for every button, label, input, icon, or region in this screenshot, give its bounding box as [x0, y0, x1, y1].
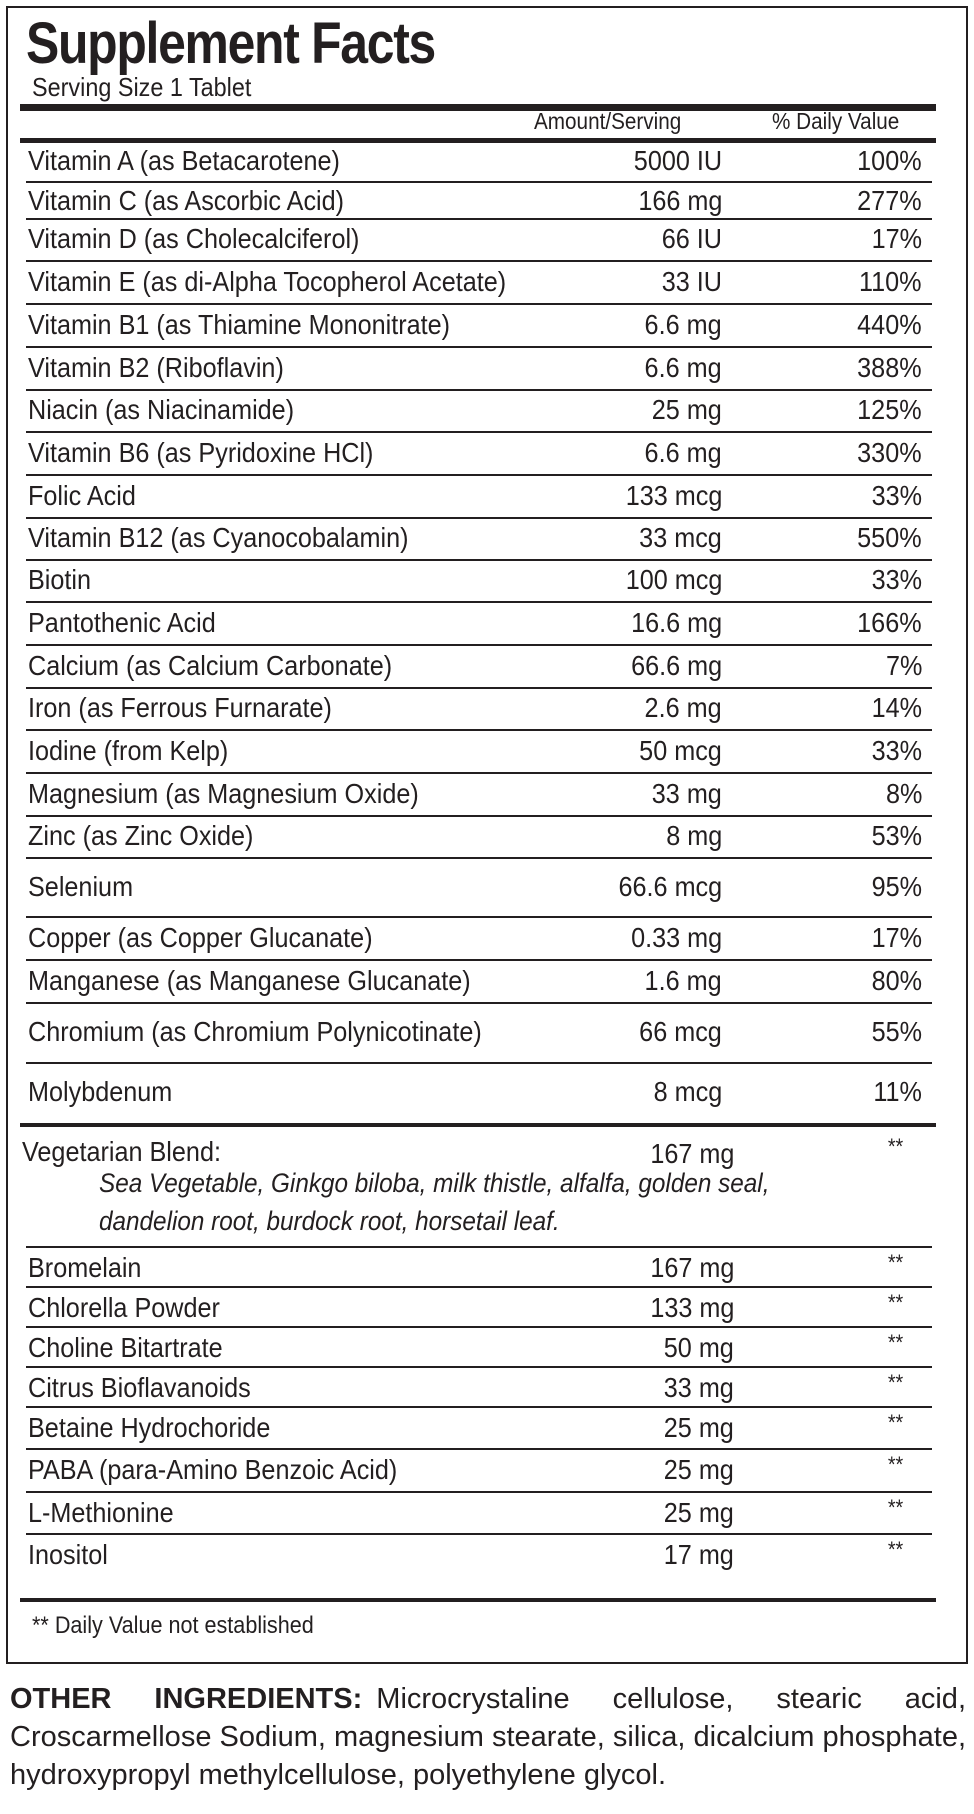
amount-header: Amount/Serving	[534, 108, 682, 134]
nutrient-daily-value: 55%	[871, 1016, 922, 1047]
nutrient-amount: 16.6 mg	[630, 607, 722, 638]
nutrient-row	[26, 961, 932, 1004]
other-name: PABA (para-Amino Benzoic Acid)	[28, 1454, 398, 1485]
other-name: Betaine Hydrochoride	[28, 1412, 271, 1443]
nutrient-name: Vitamin C (as Ascorbic Acid)	[28, 185, 345, 216]
other-name: Choline Bitartrate	[28, 1332, 223, 1363]
other-row	[26, 1368, 932, 1408]
other-ingredients-text: Microcrystaline cellulose, stearic acid, Croscarmellose Sodium, magnesium stearate, silica, dicalcium phosphate, hydroxypropyl methylcellulose, polyethylene glycol.	[10, 1683, 966, 1791]
footnote: ** Daily Value not established	[32, 1612, 314, 1639]
nutrient-amount: 8 mg	[665, 820, 722, 851]
blend-dv: **	[887, 1134, 904, 1159]
other-amount: 133 mg	[649, 1292, 734, 1323]
blend-amount: 167 mg	[649, 1138, 734, 1169]
nutrient-name: Vitamin E (as di-Alpha Tocopherol Acetate)	[28, 266, 507, 297]
other-amount: 25 mg	[663, 1497, 734, 1528]
other-row	[26, 1535, 932, 1597]
other-amount: 50 mg	[663, 1332, 734, 1363]
other-name: Citrus Bioflavanoids	[28, 1372, 251, 1403]
other-row	[26, 1248, 932, 1288]
nutrient-name: Magnesium (as Magnesium Oxide)	[28, 778, 419, 809]
other-amount: 25 mg	[663, 1454, 734, 1485]
nutrient-row	[26, 262, 932, 305]
nutrient-name: Selenium	[28, 871, 134, 902]
nutrient-daily-value: 166%	[857, 607, 922, 638]
nutrient-name: Vitamin B1 (as Thiamine Mononitrate)	[28, 309, 451, 340]
other-name: Inositol	[28, 1539, 108, 1570]
other-daily-value: **	[887, 1330, 904, 1355]
nutrient-row	[26, 519, 932, 561]
other-amount: 33 mg	[663, 1372, 734, 1403]
other-row	[26, 1493, 932, 1535]
nutrient-amount: 66.6 mcg	[618, 871, 722, 902]
nutrient-row	[26, 859, 932, 918]
other-row	[26, 1450, 932, 1493]
other-name: Chlorella Powder	[28, 1292, 220, 1323]
nutrient-name: Folic Acid	[28, 480, 136, 511]
nutrient-daily-value: 8%	[885, 778, 922, 809]
nutrient-row	[26, 774, 932, 817]
nutrient-row	[26, 731, 932, 774]
nutrient-name: Manganese (as Manganese Glucanate)	[28, 965, 471, 996]
nutrient-end-divider	[20, 1123, 936, 1127]
nutrient-name: Vitamin B6 (as Pyridoxine HCl)	[28, 437, 374, 468]
nutrient-daily-value: 388%	[857, 352, 922, 383]
nutrient-daily-value: 14%	[871, 692, 922, 723]
nutrient-name: Vitamin D (as Cholecalciferol)	[28, 223, 360, 254]
other-amount: 167 mg	[649, 1252, 734, 1283]
nutrient-row	[26, 183, 932, 220]
nutrient-name: Pantothenic Acid	[28, 607, 216, 638]
nutrient-amount: 66 IU	[661, 223, 722, 254]
nutrient-name: Vitamin B12 (as Cyanocobalamin)	[28, 522, 409, 553]
nutrient-row	[26, 646, 932, 689]
nutrient-amount: 0.33 mg	[630, 922, 722, 953]
nutrient-amount: 1.6 mg	[644, 965, 722, 996]
nutrient-row	[26, 817, 932, 859]
nutrient-name: Chromium (as Chromium Polynicotinate)	[28, 1016, 482, 1047]
nutrient-row	[26, 143, 932, 183]
other-row	[26, 1288, 932, 1328]
other-amount: 25 mg	[663, 1412, 734, 1443]
nutrient-row	[26, 918, 932, 961]
other-daily-value: **	[887, 1250, 904, 1275]
daily-value-header: % Daily Value	[772, 108, 900, 134]
nutrient-daily-value: 440%	[857, 309, 922, 340]
nutrient-row	[26, 348, 932, 391]
nutrient-daily-value: 95%	[871, 871, 922, 902]
other-row	[26, 1408, 932, 1450]
nutrient-name: Biotin	[28, 564, 92, 595]
nutrient-amount: 2.6 mg	[644, 692, 722, 723]
nutrient-daily-value: 53%	[871, 820, 922, 851]
other-daily-value: **	[887, 1452, 904, 1477]
nutrient-daily-value: 100%	[857, 145, 922, 176]
nutrient-name: Copper (as Copper Glucanate)	[28, 922, 373, 953]
blend-name: Vegetarian Blend:	[22, 1136, 221, 1167]
nutrient-daily-value: 330%	[857, 437, 922, 468]
other-daily-value: **	[887, 1410, 904, 1435]
nutrient-daily-value: 110%	[859, 266, 922, 297]
nutrient-amount: 8 mcg	[653, 1076, 722, 1107]
other-row	[26, 1328, 932, 1368]
nutrient-name: Vitamin B2 (Riboflavin)	[28, 352, 284, 383]
nutrient-name: Molybdenum	[28, 1076, 173, 1107]
nutrient-amount: 166 mg	[637, 185, 722, 216]
other-daily-value: **	[887, 1495, 904, 1520]
nutrient-name: Calcium (as Calcium Carbonate)	[28, 650, 393, 681]
nutrient-amount: 6.6 mg	[644, 309, 722, 340]
nutrient-daily-value: 17%	[871, 223, 922, 254]
nutrient-amount: 133 mcg	[625, 480, 722, 511]
nutrient-amount: 100 mcg	[625, 564, 722, 595]
nutrient-amount: 5000 IU	[633, 145, 722, 176]
nutrient-amount: 33 mg	[651, 778, 722, 809]
bottom-divider	[20, 1598, 936, 1602]
nutrient-amount: 33 IU	[661, 266, 722, 297]
other-ingredients	[10, 1680, 966, 1794]
other-daily-value: **	[887, 1290, 904, 1315]
nutrient-daily-value: 33%	[871, 564, 922, 595]
nutrient-name: Vitamin A (as Betacarotene)	[28, 145, 340, 176]
nutrient-amount: 50 mcg	[639, 735, 722, 766]
nutrient-name: Zinc (as Zinc Oxide)	[28, 820, 254, 851]
nutrient-row	[26, 476, 932, 519]
other-ingredients-label: OTHER INGREDIENTS:	[10, 1683, 363, 1715]
other-amount: 17 mg	[663, 1539, 734, 1570]
nutrient-row	[26, 603, 932, 646]
blend-ingredients-line-2: dandelion root, burdock root, horsetail leaf.	[99, 1206, 560, 1236]
nutrient-daily-value: 17%	[871, 922, 922, 953]
serving-size: Serving Size 1 Tablet	[32, 72, 252, 102]
nutrient-row	[26, 433, 932, 476]
nutrient-amount: 66.6 mg	[630, 650, 722, 681]
nutrient-daily-value: 33%	[871, 480, 922, 511]
nutrient-daily-value: 277%	[857, 185, 922, 216]
nutrient-amount: 66 mcg	[639, 1016, 722, 1047]
nutrient-row	[26, 689, 932, 731]
nutrient-daily-value: 125%	[857, 394, 922, 425]
nutrient-row	[26, 561, 932, 603]
nutrient-amount: 25 mg	[651, 394, 722, 425]
other-daily-value: **	[887, 1537, 904, 1562]
nutrient-name: Iodine (from Kelp)	[28, 735, 229, 766]
nutrient-amount: 6.6 mg	[644, 437, 722, 468]
blend-ingredients-line-1: Sea Vegetable, Ginkgo biloba, milk thistle, alfalfa, golden seal,	[99, 1168, 770, 1198]
nutrient-row	[26, 220, 932, 262]
nutrient-row	[26, 1004, 932, 1064]
other-daily-value: **	[887, 1370, 904, 1395]
nutrient-amount: 33 mcg	[639, 522, 722, 553]
nutrient-daily-value: 550%	[857, 522, 922, 553]
nutrient-daily-value: 80%	[871, 965, 922, 996]
nutrient-name: Iron (as Ferrous Furnarate)	[28, 692, 332, 723]
nutrient-row	[26, 305, 932, 348]
other-name: L-Methionine	[28, 1497, 174, 1528]
nutrient-daily-value: 7%	[885, 650, 922, 681]
nutrient-name: Niacin (as Niacinamide)	[28, 394, 295, 425]
nutrient-row	[26, 391, 932, 433]
panel-title: Supplement Facts	[26, 11, 435, 76]
other-name: Bromelain	[28, 1252, 142, 1283]
nutrient-daily-value: 11%	[873, 1076, 922, 1107]
nutrient-row	[26, 1064, 932, 1123]
nutrient-daily-value: 33%	[871, 735, 922, 766]
nutrient-amount: 6.6 mg	[644, 352, 722, 383]
